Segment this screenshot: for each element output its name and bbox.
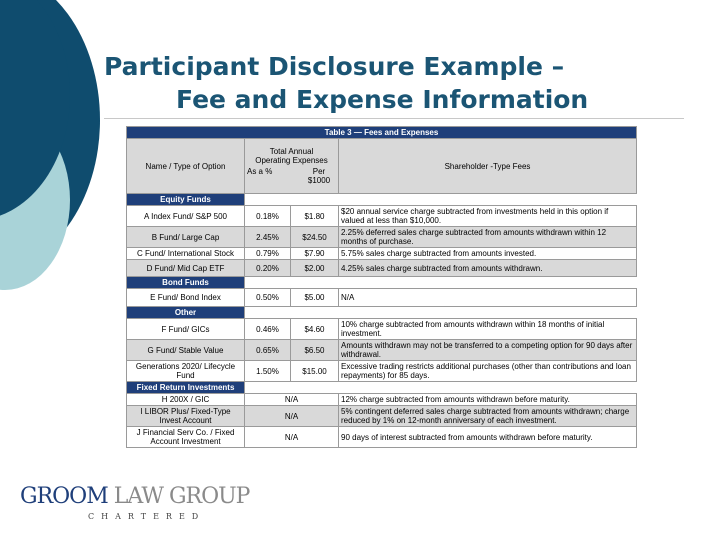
shareholder-fee: 2.25% deferred sales charge subtracted from amounts withdrawn within 12 months of purchase. (339, 227, 637, 248)
option-name: Generations 2020/ Lifecycle Fund (127, 361, 245, 382)
expense-percent: 2.45% (245, 227, 291, 248)
shareholder-fee: 5.75% sales charge subtracted from amounts invested. (339, 248, 637, 260)
table-row (127, 406, 637, 427)
header-fees: Shareholder -Type Fees (339, 139, 637, 194)
shareholder-fee: $20 annual service charge subtracted from investments held in this option if valued at less than $10,000. (339, 206, 637, 227)
logo-subtitle: CHARTERED (88, 512, 206, 521)
expense-per-1000: $2.00 (291, 260, 339, 277)
shareholder-fee: 12% charge subtracted from amounts withdrawn before maturity. (339, 394, 637, 406)
expense-per-1000: $15.00 (291, 361, 339, 382)
option-name: J Financial Serv Co. / Fixed Account Investment (127, 427, 245, 448)
category-row-filler (245, 277, 637, 289)
category-row-filler (245, 307, 637, 319)
shareholder-fee: 90 days of interest subtracted from amounts withdrawn before maturity. (339, 427, 637, 448)
table-row (127, 206, 637, 227)
option-name: G Fund/ Stable Value (127, 340, 245, 361)
category-row-filler (245, 194, 637, 206)
slide-title (104, 50, 664, 116)
table-row (127, 289, 637, 307)
shareholder-fee: 5% contingent deferred sales charge subtracted from amounts withdrawn; charge reduced by 1% on 12-month anniversary of each investment. (339, 406, 637, 427)
header-per-1000: Per $1000 (307, 167, 331, 185)
fees-table-container (126, 126, 636, 448)
option-name: E Fund/ Bond Index (127, 289, 245, 307)
category-row (127, 194, 637, 206)
option-name: H 200X / GIC (127, 394, 245, 406)
category-row (127, 277, 637, 289)
expense-per-1000: $5.00 (291, 289, 339, 307)
table-caption: Table 3 — Fees and Expenses (127, 127, 637, 139)
shareholder-fee: Amounts withdrawn may not be transferred to a competing option for 90 days after withdrawal. (339, 340, 637, 361)
table-row (127, 319, 637, 340)
category-label: Equity Funds (127, 194, 245, 206)
category-row-filler (245, 382, 637, 394)
table-row (127, 394, 637, 406)
table-row (127, 361, 637, 382)
expense-percent: 0.20% (245, 260, 291, 277)
table-body (127, 194, 637, 448)
operating-expenses-na: N/A (245, 406, 339, 427)
expense-per-1000: $4.60 (291, 319, 339, 340)
table-row (127, 427, 637, 448)
shareholder-fee: N/A (339, 289, 637, 307)
option-name: B Fund/ Large Cap (127, 227, 245, 248)
expense-percent: 0.79% (245, 248, 291, 260)
category-label: Other (127, 307, 245, 319)
category-label: Bond Funds (127, 277, 245, 289)
header-total-annual-label: Total Annual Operating Expenses (255, 147, 328, 165)
logo-part-1: GROOM (20, 484, 108, 509)
option-name: I LIBOR Plus/ Fixed-Type Invest Account (127, 406, 245, 427)
fees-table (126, 126, 637, 448)
groom-law-group-logo (20, 484, 250, 521)
expense-per-1000: $24.50 (291, 227, 339, 248)
expense-percent: 0.50% (245, 289, 291, 307)
option-name: A Index Fund/ S&P 500 (127, 206, 245, 227)
option-name: D Fund/ Mid Cap ETF (127, 260, 245, 277)
expense-per-1000: $6.50 (291, 340, 339, 361)
option-name: C Fund/ International Stock (127, 248, 245, 260)
header-as-pct: As a % (247, 167, 273, 176)
expense-per-1000: $7.90 (291, 248, 339, 260)
expense-per-1000: $1.80 (291, 206, 339, 227)
shareholder-fee: 10% charge subtracted from amounts withdrawn within 18 months of initial investment. (339, 319, 637, 340)
header-name: Name / Type of Option (127, 139, 245, 194)
expense-percent: 0.18% (245, 206, 291, 227)
shareholder-fee: 4.25% sales charge subtracted from amounts withdrawn. (339, 260, 637, 277)
category-row (127, 307, 637, 319)
logo-part-2: LAW GROUP (107, 484, 250, 509)
table-row (127, 227, 637, 248)
table-row (127, 340, 637, 361)
shareholder-fee: Excessive trading restricts additional purchases (other than contributions and loan repayments) for 85 days. (339, 361, 637, 382)
category-row (127, 382, 637, 394)
category-label: Fixed Return Investments (127, 382, 245, 394)
expense-percent: 1.50% (245, 361, 291, 382)
header-total-annual (245, 139, 339, 194)
expense-percent: 0.46% (245, 319, 291, 340)
title-line-1: Participant Disclosure Example – (104, 52, 565, 81)
operating-expenses-na: N/A (245, 427, 339, 448)
table-row (127, 260, 637, 277)
title-line-2: Fee and Expense Information (176, 85, 589, 114)
table-row (127, 248, 637, 260)
title-divider (104, 118, 684, 119)
operating-expenses-na: N/A (245, 394, 339, 406)
option-name: F Fund/ GICs (127, 319, 245, 340)
expense-percent: 0.65% (245, 340, 291, 361)
